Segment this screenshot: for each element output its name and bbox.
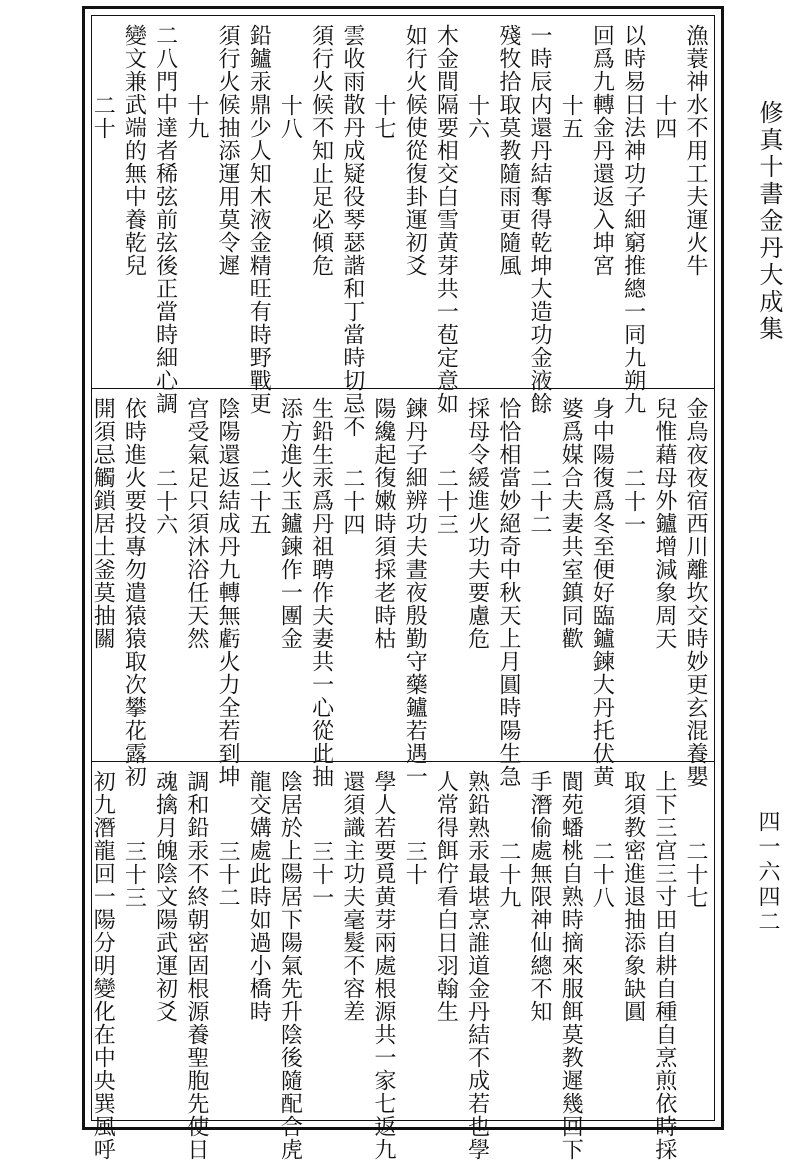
verse-line: 婆爲媒合夫妻共室鎮同歡 — [558, 397, 584, 650]
section-number: 二十九 — [495, 840, 521, 909]
page-sidebar — [740, 10, 792, 1120]
verse-line: 鉛鑪汞鼎少人知木液金精旺有時野戰更 — [246, 24, 272, 415]
verse-line: 木金間隔要相交白雪黄芽共一苞定意如 — [433, 24, 459, 415]
section-number: 三十二 — [215, 840, 240, 909]
verse-line: 人常得餌佇看白日羽翰生 — [433, 770, 459, 1023]
text-band-bottom — [90, 762, 714, 1161]
verse-line: 須行火候不知止足必傾危 — [308, 24, 334, 277]
page-frame — [82, 6, 724, 1161]
section-number: 三十一 — [308, 840, 334, 909]
verse-line: 鍊丹子細辨功夫晝夜殷勤守藥鑪若遇一 — [402, 397, 428, 788]
section-number: 十七 — [371, 94, 396, 140]
section-number: 三十 — [402, 840, 428, 886]
verse-line: 恰恰相當妙絕奇中秋天上月圓時陽生急 — [495, 397, 521, 788]
section-number: 二十三 — [433, 467, 459, 536]
verse-line: 陰陽還返結成丹九轉無虧火力全若到坤 — [215, 397, 240, 788]
section-number: 十八 — [277, 94, 303, 140]
verse-line: 兒惟藉母外鑪增減象周天 — [651, 397, 677, 650]
verse-line: 如行火候使從復卦運初爻 — [402, 24, 428, 277]
verse-line: 閬苑蟠桃自熟時摘來服餌莫教遲幾回下 — [558, 770, 584, 1161]
verse-line: 漁蓑神水不用工夫運火牛 — [683, 24, 708, 277]
verse-line: 熟鉛熟汞最堪烹誰道金丹結不成若也學 — [464, 770, 490, 1161]
verse-line: 依時進火要投專勿遣猿猿取次攀花露初 — [121, 397, 147, 788]
verse-line: 魂擒月魄陰文陽武運初爻 — [152, 770, 178, 1023]
verse-line: 手潛偷處無限神仙總不知 — [527, 770, 552, 1023]
verse-line: 一時辰内還丹結奪得乾坤大造功金液餘 — [527, 24, 552, 415]
page-number: 四一六四二 — [755, 810, 780, 935]
verse-line: 學人若要覓黄芽兩處根源共一家七返九 — [371, 770, 396, 1161]
verse-line: 二八門中達者稀弦前弦後正當時細心調 — [152, 24, 178, 415]
verse-line: 回爲九轉金丹還返入坤宮 — [589, 24, 615, 277]
section-number: 十四 — [651, 94, 677, 140]
text-band-middle — [90, 389, 714, 788]
section-number: 二十七 — [683, 840, 708, 909]
section-number: 十五 — [558, 94, 584, 140]
verse-line: 殘牧拾取莫教隨雨更隨風 — [495, 24, 521, 277]
book-title: 修真十書金丹大成集 — [755, 100, 783, 343]
section-number: 十九 — [183, 94, 209, 140]
verse-line: 添方進火玉鑪鍊作一團金 — [277, 397, 303, 650]
section-number: 二十四 — [339, 467, 365, 536]
verse-line: 取須教密進退抽添象缺圓 — [620, 770, 646, 1023]
verse-line: 以時易日法神功子細窮推總一同九朔九 — [620, 24, 646, 415]
verse-line: 陽纔起復嫩時須採老時枯 — [371, 397, 396, 650]
verse-line: 調和鉛汞不終朝密固根源養聖胞先使日 — [183, 770, 209, 1161]
verse-line: 變文兼武端的無中養乾兒 — [121, 24, 147, 277]
section-number: 二十一 — [620, 467, 646, 536]
section-number: 二十六 — [152, 467, 178, 536]
section-number: 二十 — [90, 94, 116, 140]
verse-line: 初九潛龍回一陽分明變化在中央巽風呼 — [90, 770, 116, 1161]
verse-line: 開須忌觸鎖居土釜莫抽關 — [90, 397, 116, 650]
text-area — [90, 15, 715, 1161]
verse-line: 還須識主功夫毫髮不容差 — [339, 770, 365, 1023]
section-number: 十六 — [464, 94, 490, 140]
verse-line: 採母令緩進火功夫要慮危 — [464, 397, 490, 650]
verse-line: 生鉛生汞爲丹祖聘作夫妻共一心從此抽 — [308, 397, 334, 788]
section-number: 二十五 — [246, 467, 272, 536]
verse-line: 雲收雨散丹成疑役琴瑟諧和丁當時切忌不 — [339, 24, 365, 438]
section-number: 三十三 — [121, 840, 147, 909]
verse-line: 上下三宫三寸田自耕自種自烹煎依時採 — [651, 770, 677, 1161]
verse-line: 陰居於上陽居下陽氣先升陰後隨配合虎 — [277, 770, 303, 1161]
section-number: 二十二 — [527, 467, 552, 536]
verse-line: 宫受氣足只須沐浴任天然 — [183, 397, 209, 650]
verse-line: 金烏夜夜宿西川離坎交時妙更玄混養嬰 — [683, 397, 708, 788]
section-number: 二十八 — [589, 840, 615, 909]
text-band-top — [90, 16, 714, 438]
verse-line: 身中陽復爲冬至便好臨鑪鍊大丹托伏黄 — [589, 397, 615, 788]
verse-line: 龍交媾處此時如過小橋時 — [246, 770, 272, 1023]
verse-line: 須行火候抽添運用莫令遲 — [215, 24, 240, 277]
